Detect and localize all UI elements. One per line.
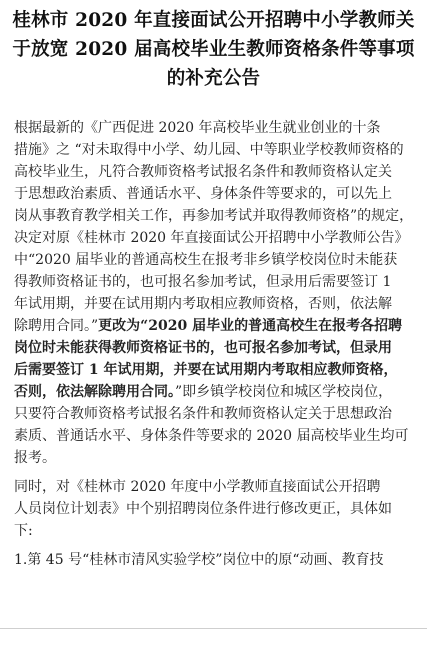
text-run: 决定对原《桂林市 2020 年直接面试公开招聘中小学教师公告》 [14, 230, 409, 246]
text-run: 岗从事教育教学相关工作，再参加考试并取得教师资格”的规定， [14, 208, 414, 224]
text-run: 措施》之 “对未取得中小学、幼儿园、中等职业学校教师资格的 [14, 142, 404, 158]
text-run: 于思想政治素质、普通话水平、身体条件等要求的，可以先上 [14, 186, 392, 202]
text-run: 得教师资格证书的，也可报名参加考试，但录用后需要签订 1 [14, 274, 392, 290]
text-run: 中“2020 届毕业的普通高校生在报考非乡镇学校岗位时未能获 [14, 252, 398, 268]
bold-text-run: 岗位时未能获得教师资格证书的，也可报名参加考试，但录用 [14, 340, 392, 356]
notice-title [0, 6, 427, 93]
bold-text-run: 否则，依法解除聘用合同。 [14, 384, 175, 400]
text-line [14, 425, 414, 447]
title-line: 的补充公告 [166, 68, 261, 89]
text-run: 素质、普通话水平、身体条件等要求的 2020 届高校毕业生均可 [14, 428, 409, 444]
paragraph-decision [14, 117, 414, 469]
text-line [14, 227, 414, 249]
text-line [14, 205, 414, 227]
text-line [14, 139, 414, 161]
text-run: 报考。 [14, 450, 56, 466]
text-line [14, 359, 414, 381]
bold-text-run: 更改为“2020 届毕业的普通高校生在报考各招聘 [98, 318, 403, 334]
text-run: 人员岗位计划表》中个别招聘岗位条件进行修改更正，具体如 [14, 501, 392, 517]
notice-body [14, 117, 414, 571]
text-run: 除聘用合同。” [14, 318, 99, 334]
text-line [14, 498, 414, 520]
text-line [14, 337, 414, 359]
text-line [14, 476, 414, 498]
text-line [14, 381, 414, 403]
amendment-item-1: 1.第 45 号“桂林市清风实验学校”岗位中的原“动画、教育技 [14, 552, 384, 568]
paragraph-amendment-intro [14, 476, 414, 542]
text-line [14, 249, 414, 271]
text-line [14, 161, 414, 183]
title-line: 于放宽 2020 届高校毕业生教师资格条件等事项 [12, 39, 415, 60]
text-run: 下: [14, 523, 33, 539]
text-line [14, 183, 414, 205]
text-line [14, 117, 414, 139]
text-line [14, 271, 414, 293]
text-line [14, 403, 414, 425]
text-run: 高校毕业生，凡符合教师资格考试报名条件和教师资格认定关 [14, 164, 392, 180]
text-line [14, 520, 414, 542]
text-run: ”即乡镇学校岗位和城区学校岗位， [175, 384, 393, 400]
text-line [14, 447, 414, 469]
text-run: 年试用期，并要在试用期内考取相应教师资格，否则，依法解 [14, 296, 392, 312]
text-run: 根据最新的《广西促进 2020 年高校毕业生就业创业的十条 [14, 120, 381, 136]
title-line: 桂林市 2020 年直接面试公开招聘中小学教师关 [12, 10, 415, 31]
text-line [14, 293, 414, 315]
text-run: 同时，对《桂林市 2020 年度中小学教师直接面试公开招聘 [14, 479, 381, 495]
page-divider [0, 628, 427, 629]
bold-text-run: 后需要签订 1 年试用期，并要在试用期内考取相应教师资格， [14, 362, 398, 378]
text-run: 只要符合教师资格考试报名条件和教师资格认定关于思想政治 [14, 406, 392, 422]
text-line [14, 315, 414, 337]
